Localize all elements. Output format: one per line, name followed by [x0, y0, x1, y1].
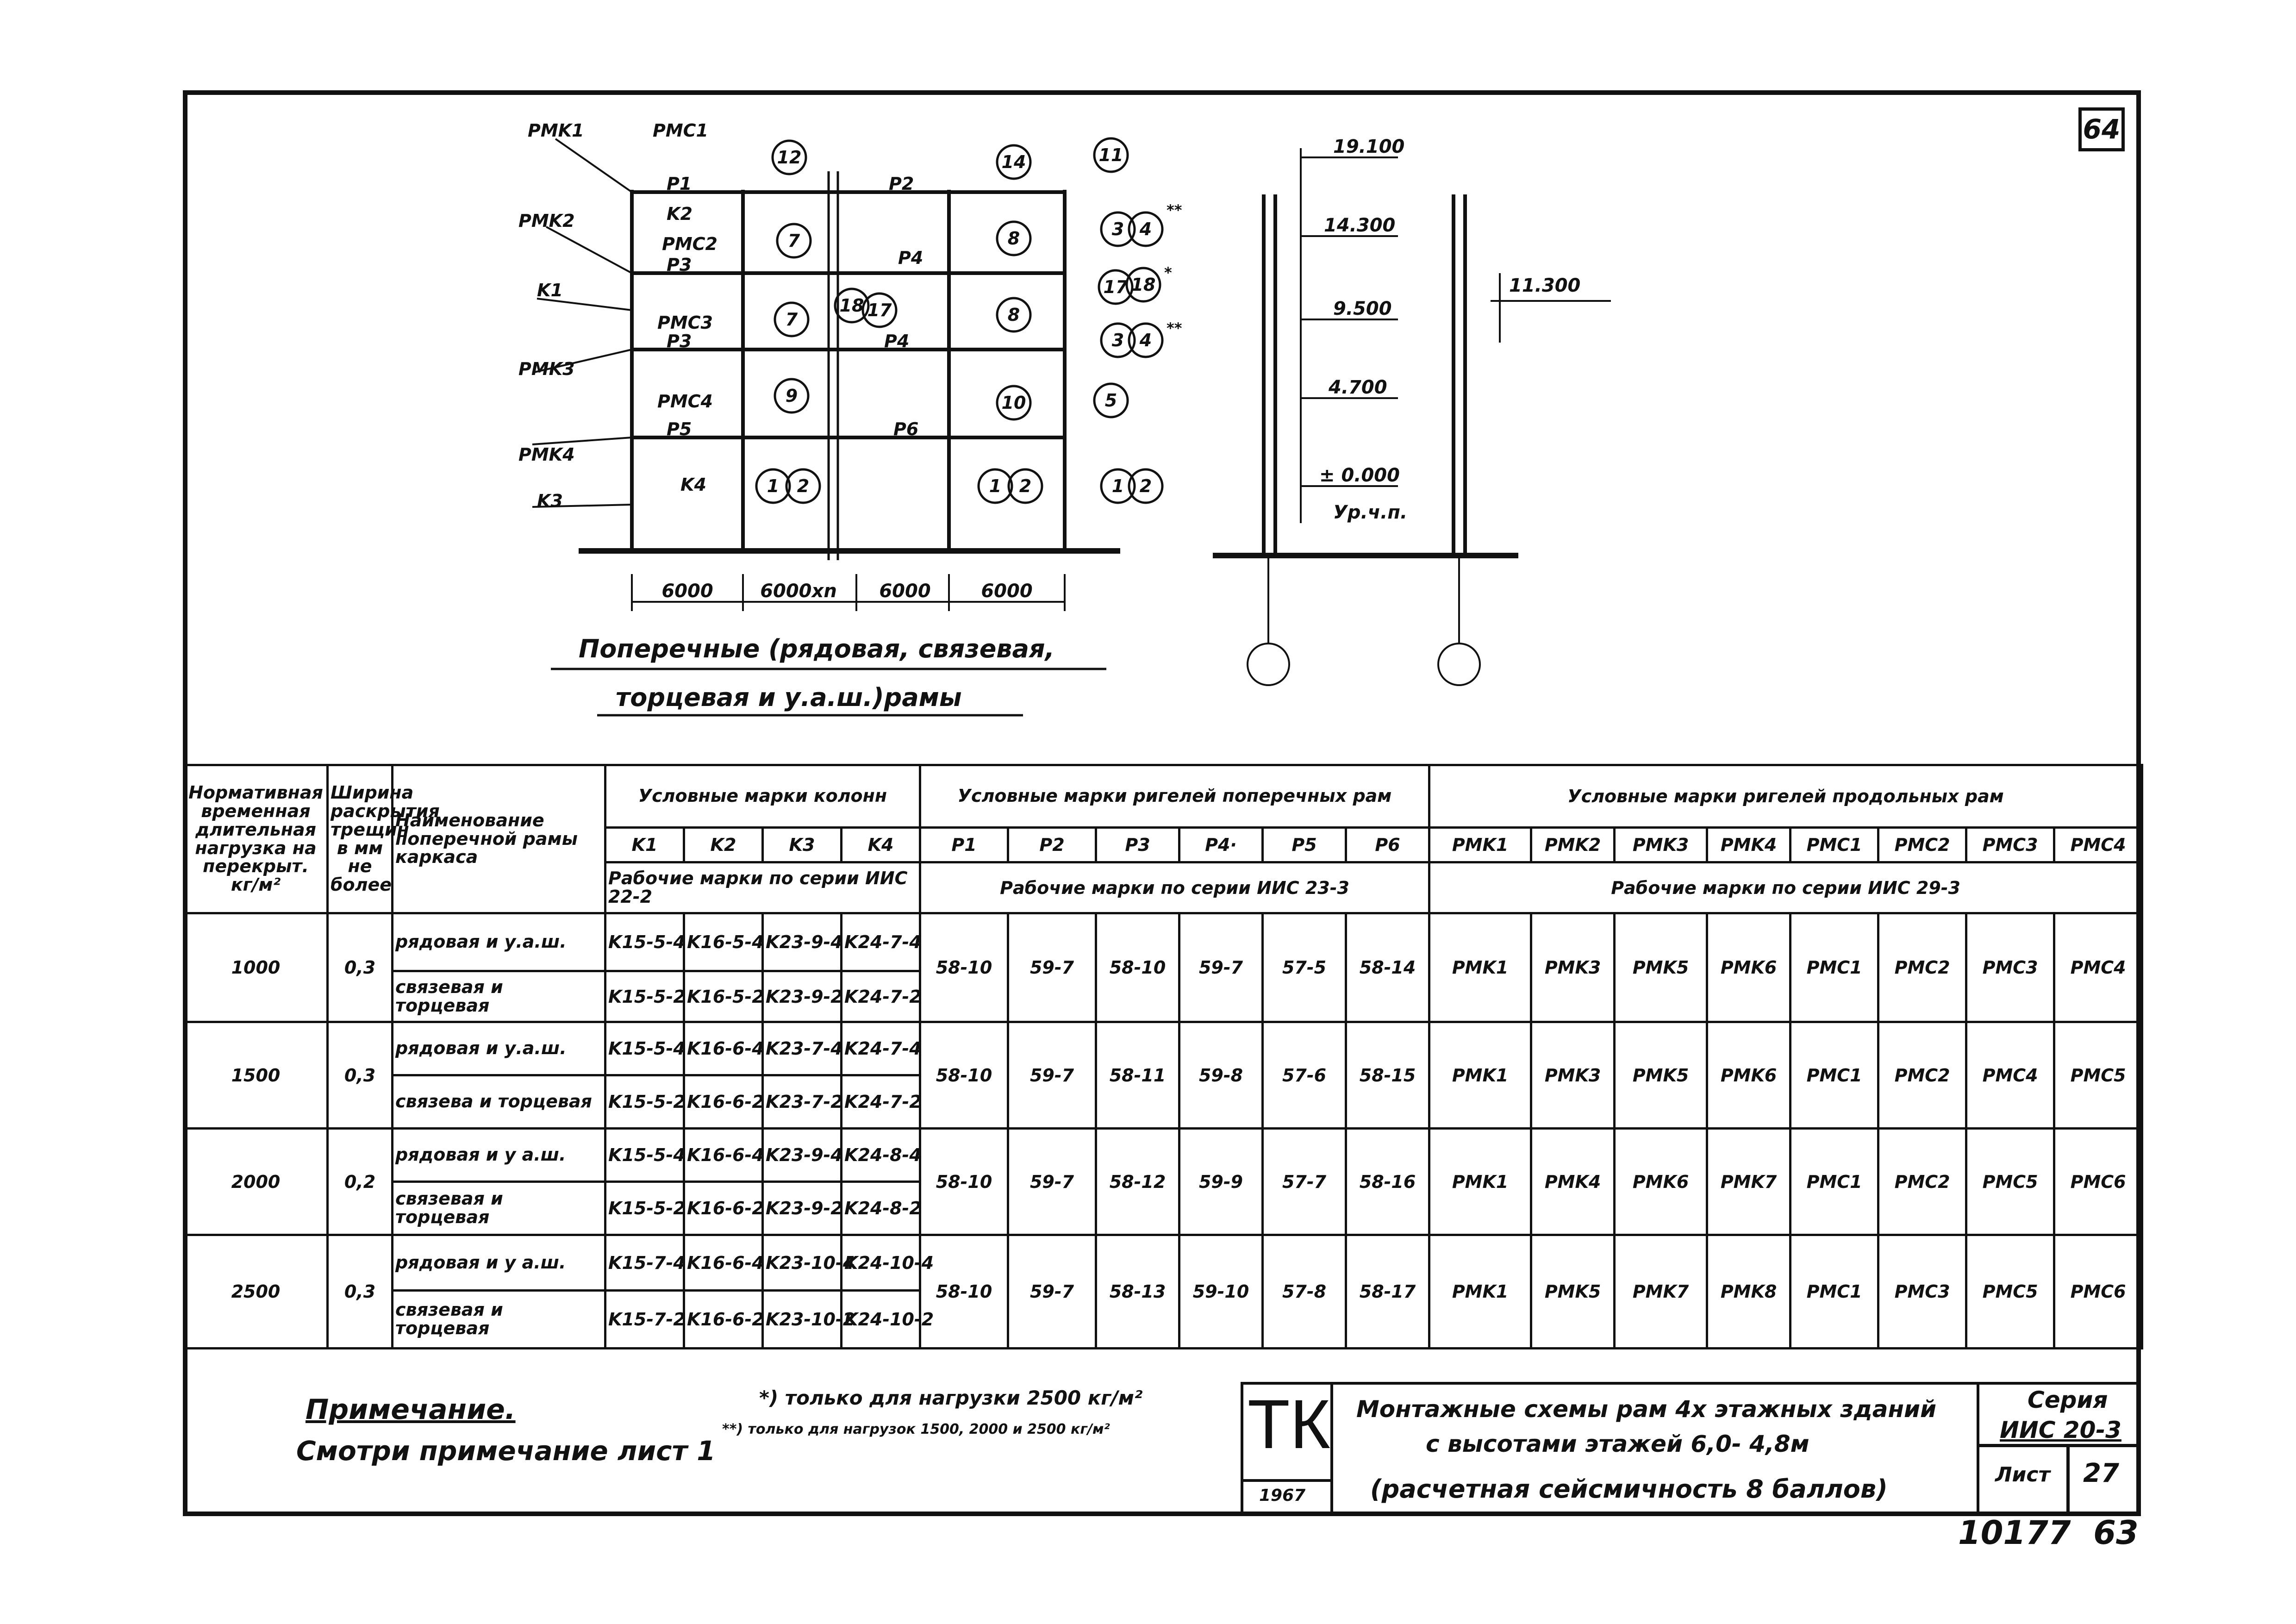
svg-text:1: 1 — [767, 476, 780, 496]
series-value: ИИС 20-3 — [2000, 1417, 2121, 1443]
level-0000: ± 0.000 — [1319, 465, 1400, 486]
label-pmk2: PMK2 — [518, 211, 575, 231]
svg-text:9: 9 — [785, 386, 798, 406]
level-11300: 11.300 — [1509, 275, 1581, 296]
year: 1967 — [1259, 1486, 1306, 1505]
svg-text:P5: P5 — [667, 419, 692, 439]
svg-text:3: 3 — [1111, 219, 1124, 239]
svg-text:17: 17 — [867, 300, 892, 320]
footnote-2: **) только для нагрузок 1500, 2000 и 2500 кг/м² — [722, 1421, 1110, 1437]
drawing-title-2: с высотами этажей 6,0- 4,8м — [1426, 1430, 1809, 1457]
table-row: связевая и торцевая K15-5-2 K16-6-2 K23-9-2 K24-8-2 — [184, 1182, 2142, 1235]
svg-text:2: 2 — [797, 476, 810, 496]
svg-text:17: 17 — [1103, 277, 1128, 297]
span-2: 6000xn — [760, 581, 837, 602]
header-load: Нормативная временная длительная нагрузка на перекрыт. кг/м² — [184, 765, 328, 913]
level-4700: 4.700 — [1329, 377, 1387, 398]
svg-text:1: 1 — [1111, 476, 1124, 496]
page-number: 10177 63 — [1958, 1514, 2139, 1552]
table-row: 2000 0,2 рядовая и у а.ш. K15-5-4 K16-6-4 K23-9-4 K24-8-4 58-10 59-7 58-12 59-9 57-7 58-16 PMK1 PMK4 PMK6 PMK7 PMC1 PMC2 PMC5 PMC6 — [184, 1129, 2142, 1182]
svg-text:5: 5 — [1104, 390, 1117, 411]
header-frame-name: Наименование поперечной рамы каркаса — [393, 765, 605, 913]
svg-text:PMC3: PMC3 — [657, 312, 713, 333]
svg-text:K4: K4 — [680, 475, 706, 495]
header-columns: Условные марки колонн — [605, 765, 920, 828]
table-row: связева и торцевая K15-5-2 K16-6-2 K23-7-2 K24-7-2 — [184, 1075, 2142, 1129]
svg-text:4: 4 — [1139, 330, 1152, 350]
level-19100: 19.100 — [1333, 136, 1405, 157]
footnote-1: *) только для нагрузки 2500 кг/м² — [759, 1387, 1143, 1409]
svg-text:2: 2 — [1139, 476, 1152, 496]
svg-text:18: 18 — [839, 295, 864, 316]
caption-line-1: Поперечные (рядовая, связевая, — [579, 634, 1055, 663]
svg-text:P1: P1 — [667, 174, 692, 194]
svg-text:P3: P3 — [667, 331, 692, 351]
svg-text:10: 10 — [1001, 393, 1026, 413]
table-row: 2500 0,3 рядовая и у а.ш. K15-7-4 K16-6-4 K23-10-4 K24-10-4 58-10 59-7 58-13 59-10 57-8 58-17 PMK1 PMK5 PMK7 PMK8 PMC1 PMC3 PMC5 PMC6 — [184, 1235, 2142, 1291]
svg-text:3: 3 — [1111, 330, 1124, 350]
header-longitudinal-series: Рабочие марки по серии ИИС 29-3 — [1429, 862, 2142, 913]
svg-text:4: 4 — [1139, 219, 1152, 239]
header-crack: Ширина раскрытия трещин в мм не более — [328, 765, 393, 913]
specification-table: Нормативная временная длительная нагрузка на перекрыт. кг/м² Ширина раскрытия трещин в мм не более Наименование поперечной рамы каркаса Условные марки колонн Условные марки ригелей поперечных рам Условные марки ригелей продольных рам K1 K2 K3 K4 P1 P2 P3 P4· P5 P6 PMK1 PMK2 PMK3 PMK4 PMC1 PMC2 PMC3 PMC4 Рабочие марки по серии ИИС 22-2 Рабочие марки по серии ИИС 23-3 Рабочие марки по серии ИИС 29-3 1000 0,3 рядовая и у.а.ш. K15-5-4 K16-5-4 K23-9-4 K24-7-4 58-10 59-7 58-10 59-7 57-5 58-14 PMK1 PMK3 PMK5 PMK6 PMC1 PMC2 PMC3 PMC4 связевая и торцевая K15-5-2 K16-5-2 K23-9-2 K24-7-2 1500 0,3 рядовая и у.а.ш. K15-5-4 K16-6-4 K23-7-4 K24-7-4 58-10 59-7 58-11 59-8 57-6 58-15 PMK1 PMK3 PMK5 PMK6 PMC1 PMC2 PMC4 PMC5 связева и торцевая K15-5-2 K16-6-2 K23-7-2 K24-7-2 2000 0,2 рядовая и у а.ш. K15-5-4 K16-6-4 K23-9-4 K24-8-4 58-10 59-7 58-12 59-9 57-7 58-16 PMK1 PMK4 PMK6 PMK7 PMC1 PMC2 PMC5 PMC6 связевая и торцевая K15-5-2 K16-6-2 K23-9-2 K24-8-2 2500 0,3 рядовая и у а.ш. K15-7-4 K16-6-4 K23-10-4 K24-10-4 58-10 59-7 58-13 59-10 57-8 58-17 PMK1 PMK5 PMK7 PMK8 PMC1 PMC3 PMC5 PMC6 связевая и торцевая K15-7-2 K16-6-2 K23-10-2 K24-10-2 — [183, 764, 2143, 1349]
note-title: Примечание. — [306, 1393, 516, 1426]
drawing-title-1: Монтажные схемы рам 4х этажных зданий — [1356, 1396, 1937, 1423]
table-row: 1000 0,3 рядовая и у.а.ш. K15-5-4 K16-5-4 K23-9-4 K24-7-4 58-10 59-7 58-10 59-7 57-5 58-14 PMK1 PMK3 PMK5 PMK6 PMC1 PMC2 PMC3 PMC4 — [184, 913, 2142, 971]
span-3: 6000 — [879, 581, 931, 602]
label-pmk1: PMK1 — [528, 120, 584, 141]
label-k3: K3 — [537, 491, 563, 511]
sheet-label: Лист — [1995, 1463, 2050, 1487]
svg-text:**: ** — [1167, 201, 1182, 219]
note-text: Смотри примечание лист 1 — [296, 1435, 716, 1467]
svg-text:7: 7 — [785, 309, 798, 330]
transverse-frames-drawing — [509, 116, 1296, 718]
table-row: связевая и торцевая K15-7-2 K16-6-2 K23-10-2 K24-10-2 — [184, 1291, 2142, 1349]
level-14300: 14.300 — [1324, 215, 1396, 236]
svg-text:2: 2 — [1019, 476, 1032, 496]
series-label: Серия — [2028, 1387, 2108, 1413]
svg-text:1: 1 — [989, 476, 1002, 496]
level-9500: 9.500 — [1333, 298, 1392, 319]
svg-text:PMC4: PMC4 — [657, 391, 713, 412]
svg-text:8: 8 — [1007, 228, 1020, 249]
svg-text:8: 8 — [1007, 305, 1020, 325]
header-columns-series: Рабочие марки по серии ИИС 22-2 — [605, 862, 920, 913]
svg-text:*: * — [1164, 264, 1172, 281]
label-pmk3: PMK3 — [518, 359, 575, 379]
label-pmk4: PMK4 — [518, 444, 575, 465]
span-1: 6000 — [661, 581, 713, 602]
span-4: 6000 — [981, 581, 1033, 602]
header-beams: Условные марки ригелей поперечных рам — [920, 765, 1429, 828]
svg-text:14: 14 — [1001, 152, 1026, 172]
svg-text:P4: P4 — [884, 331, 910, 351]
level-ground: Ур.ч.п. — [1333, 502, 1408, 523]
svg-text:PMC2: PMC2 — [662, 234, 718, 254]
svg-text:P2: P2 — [889, 174, 914, 194]
svg-text:12: 12 — [777, 147, 802, 168]
svg-text:18: 18 — [1131, 275, 1156, 295]
svg-text:P6: P6 — [893, 419, 919, 439]
tk-logo: ТК — [1248, 1385, 1331, 1463]
svg-text:P3: P3 — [667, 255, 692, 275]
header-longitudinal: Условные марки ригелей продольных рам — [1429, 765, 2142, 828]
caption-line-2: торцевая и у.а.ш.)рамы — [616, 683, 962, 712]
label-k1: K1 — [537, 280, 563, 300]
svg-text:K2: K2 — [667, 204, 693, 224]
table-row: связевая и торцевая K15-5-2 K16-5-2 K23-9-2 K24-7-2 — [184, 971, 2142, 1022]
svg-text:7: 7 — [787, 231, 800, 251]
sheet-number: 27 — [2083, 1458, 2119, 1488]
svg-text:**: ** — [1167, 319, 1182, 337]
corner-mark: 64 — [2078, 107, 2125, 151]
drawing-title-3: (расчетная сейсмичность 8 баллов) — [1370, 1474, 1888, 1504]
svg-text:11: 11 — [1098, 145, 1123, 165]
table-row: 1500 0,3 рядовая и у.а.ш. K15-5-4 K16-6-4 K23-7-4 K24-7-4 58-10 59-7 58-11 59-8 57-6 58-15 PMK1 PMK3 PMK5 PMK6 PMC1 PMC2 PMC4 PMC5 — [184, 1022, 2142, 1075]
column-elevation-drawing — [1194, 120, 1657, 690]
header-beams-series: Рабочие марки по серии ИИС 23-3 — [920, 862, 1429, 913]
svg-text:P4: P4 — [898, 248, 923, 268]
label-pmc1: PMC1 — [653, 120, 708, 141]
